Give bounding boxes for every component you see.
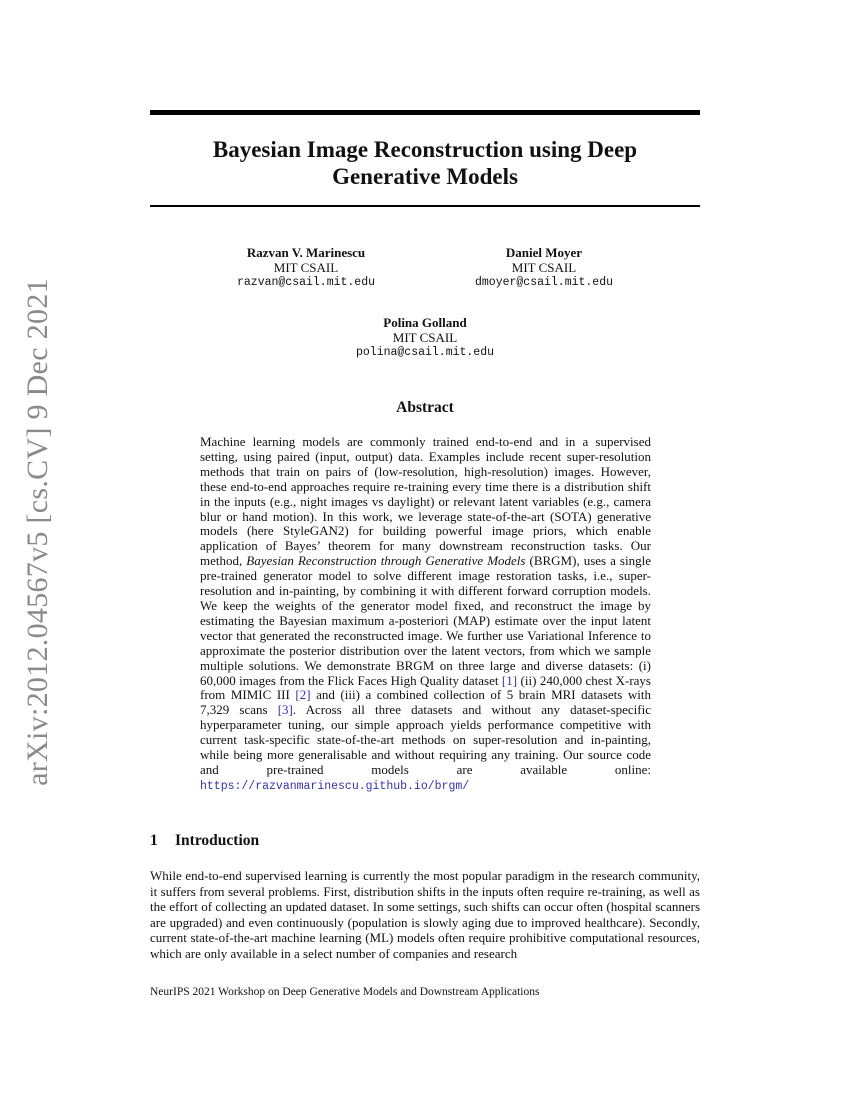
author-block-moyer [424,245,664,290]
abstract-heading: Abstract [396,399,454,416]
section-heading-introduction [150,832,259,850]
citation-link[interactable]: [3] [277,702,293,718]
author-affiliation: MIT CSAIL [511,260,577,275]
title-top-rule [150,110,700,115]
abstract-text [200,435,651,795]
abstract-text-part: . Across all three datasets and without any dataset-specific hyperparameter tuning, our simple approach yields performance competitive with current task-specific state-of-the-art methods on super-resolution and in-painting, while being more generalisable and without requiring any training. Our source code and pre-trained models are available online: [200,702,651,777]
author-affiliation: MIT CSAIL [392,330,458,345]
section-title: Introduction [175,832,260,849]
author-email[interactable]: dmoyer@csail.mit.edu [474,276,614,289]
arxiv-identifier-stamp: arXiv:2012.04567v5 [cs.CV] 9 Dec 2021 [21,278,54,786]
title-bottom-rule [150,205,700,207]
author-block-golland [305,315,545,360]
citation-link[interactable]: [1] [501,672,518,688]
author-name: Razvan V. Marinescu [246,245,366,260]
introduction-text: While end-to-end supervised learning is currently the most popular paradigm in the research community, it suffers from several problems. First, distribution shifts in the inputs often require re-training, as well as the effort of collecting an updated dataset. In some settings, such shifts can occur often (hospital scanners are upgraded) and even continuously (population is slowly aging due to improved healthcare). Secondly, current state-of-the-art machine learning (ML) models often require prohibitive computational resources, which are only available in a select number of companies and research [150,868,700,961]
section-number: 1 [150,832,158,849]
title-line-2: Generative Models [332,164,518,189]
method-name: Bayesian Reconstruction through Generative Models [246,553,526,569]
abstract-text-part: (ii) 240,000 chest X-rays from MIMIC III [200,672,651,703]
author-email[interactable]: polina@csail.mit.edu [355,346,495,359]
abstract-text-part: Machine learning models are commonly trained end-to-end and in a supervised setting, using paired (input, output) data. Examples include recent super-resolution methods that train on pairs of (low-resolution, high-resolution) images. However, these end-to-end approaches require re-training every time there is a distribution shift in the inputs (e.g., night images vs daylight) or relevant latent variables (e.g., camera blur or hand motion). In this work, we leverage state-of-the-art (SOTA) generative models (here StyleGAN2) for building powerful image priors, which enable application of Bayes’ theorem for many downstream reconstruction tasks. Our method, [200,434,651,569]
paper-title [150,136,700,190]
venue-footer: NeurIPS 2021 Workshop on Deep Generative Models and Downstream Applications [150,986,540,998]
author-block-marinescu [186,245,426,290]
author-name: Polina Golland [383,315,467,330]
author-name: Daniel Moyer [505,245,583,260]
author-email[interactable]: razvan@csail.mit.edu [236,276,376,289]
source-code-link[interactable]: https://razvanmarinescu.github.io/brgm/ [200,779,470,793]
author-affiliation: MIT CSAIL [273,260,339,275]
abstract-text-part: and (iii) a combined collection of 5 brain MRI datasets with 7,329 scans [200,687,651,718]
title-line-1: Bayesian Image Reconstruction using Deep [212,137,638,162]
citation-link[interactable]: [2] [295,687,311,703]
abstract-text-part: (BRGM), uses a single pre-trained generator model to solve different image restoration tasks, i.e., super-resolution and in-painting, by combining it with different forward corruption models. We keep the weights of the generator model fixed, and reconstruct the image by estimating the Bayesian maximum a-posteriori (MAP) estimate over the input latent vector that generated the reconstructed image. We further use Variational Inference to approximate the posterior distribution over the latent vectors, from which we sample multiple solutions. We demonstrate BRGM on three large and diverse datasets: (i) 60,000 images from the Flick Faces High Quality dataset [200,553,651,688]
